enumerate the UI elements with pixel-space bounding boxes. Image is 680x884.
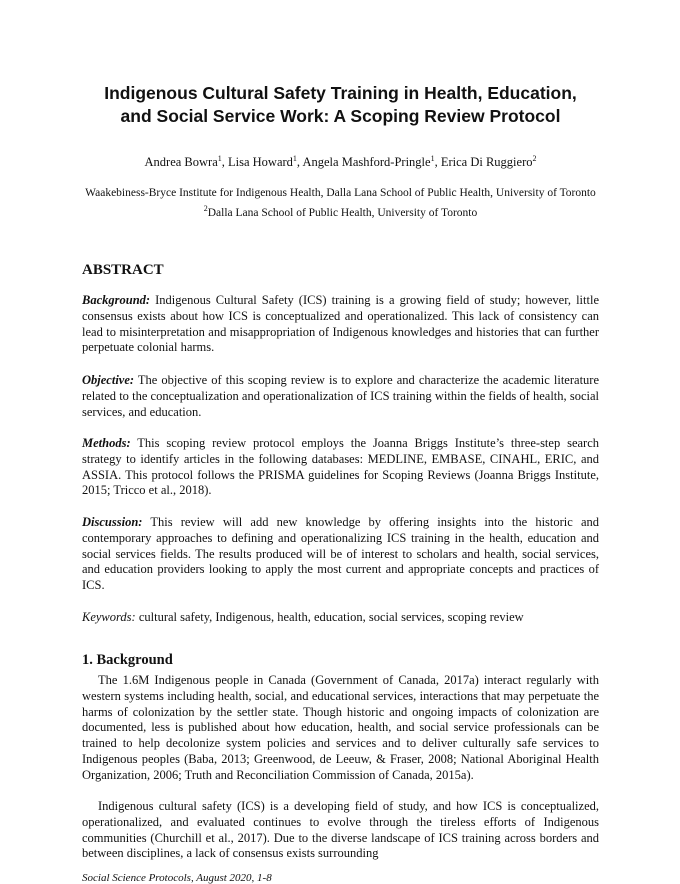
author-affiliation-mark: 1 xyxy=(217,154,222,163)
title-line-1: Indigenous Cultural Safety Training in Health, Education, xyxy=(104,83,577,103)
discussion-text: This review will add new knowledge by offering insights into the historic and contemporary approaches to defining and operationalizing ICS training in the health, education and social services fields. The results produced will be of interest to scholars and health, social services, and education providers looking to apply the most current and appropriate concepts and practices of ICS. xyxy=(82,515,599,593)
author-affiliation-mark: 1 xyxy=(430,154,435,163)
author-name: Angela Mashford-Pringle xyxy=(302,155,431,170)
author-name: Lisa Howard xyxy=(228,155,293,170)
affiliation-1: Waakebiness-Bryce Institute for Indigenous Health, Dalla Lana School of Public Health, University of Toronto xyxy=(85,187,596,199)
author-separator: , xyxy=(434,155,441,170)
keywords-label: Keywords: xyxy=(82,610,136,624)
methods-text: This scoping review protocol employs the Joanna Briggs Institute’s three-step search strategy to identify articles in the following databases: MEDLINE, EMBASE, CINAHL, ERIC, and ASSIA. This protocol follows the PRISMA guidelines for Scoping Reviews (Joanna Briggs Institute, 2015; Tricco et al., 2018). xyxy=(82,436,599,498)
methods-label: Methods: xyxy=(82,436,131,450)
author-separator: , xyxy=(221,155,228,170)
affiliations xyxy=(82,186,599,221)
keywords-text: cultural safety, Indigenous, health, education, social services, scoping review xyxy=(135,610,524,624)
page-footer: Social Science Protocols, August 2020, 1-8 xyxy=(82,872,272,884)
section-heading-background: 1. Background xyxy=(82,652,173,668)
abstract-heading: ABSTRACT xyxy=(82,262,164,278)
abstract-discussion xyxy=(82,515,599,594)
paper-title xyxy=(82,82,599,128)
author-affiliation-mark: 1 xyxy=(292,154,297,163)
author-name: Erica Di Ruggiero xyxy=(440,155,533,170)
abstract-background xyxy=(82,293,599,356)
author-list xyxy=(82,154,599,170)
keywords xyxy=(82,610,599,626)
affiliation-2 xyxy=(82,201,599,221)
author-affiliation-mark: 2 xyxy=(532,154,537,163)
background-text: Indigenous Cultural Safety (ICS) training is a growing field of study; however, little consensus exists about how ICS is conceptualized and operationalized. This lack of consistency can lead to misinterpretation and misappropriation of Indigenous knowledges and histories that can further perpetuate colonial harms. xyxy=(82,293,599,355)
background-label: Background: xyxy=(82,293,151,307)
body-paragraph-2: Indigenous cultural safety (ICS) is a developing field of study, and how ICS is conceptualized, operationalized, and evaluated continues to evolve through the tireless efforts of Indigenous communities (Churchill et al., 2017). Due to the diverse landscape of ICS training across borders and between disciplines, a lack of consensus exists surrounding xyxy=(82,799,599,861)
abstract-methods xyxy=(82,436,599,499)
abstract-objective xyxy=(82,373,599,420)
author-separator: , xyxy=(296,155,303,170)
objective-label: Objective: xyxy=(82,373,135,387)
body-paragraph-1: The 1.6M Indigenous people in Canada (Government of Canada, 2017a) interact regularly with western systems including health, social, and educational services, interactions that may perpetuate the harms of colonization by the settler state. Though historic and ongoing impacts of colonization are documented, less is published about how education, health, and social service professionals can be trained to help decolonize system policies and services and to deliver culturally safe services to Indigenous peoples (Baba, 2013; Greenwood, de Leeuw, & Fraser, 2008; National Aboriginal Health Organization, 2006; Truth and Reconciliation Commission of Canada, 2015a). xyxy=(82,673,599,782)
title-line-2: and Social Service Work: A Scoping Review Protocol xyxy=(120,106,561,126)
affiliation-2-text: Dalla Lana School of Public Health, University of Toronto xyxy=(207,206,478,219)
affiliation-2-mark: 2 xyxy=(203,204,208,213)
author-name: Andrea Bowra xyxy=(144,155,218,170)
objective-text: The objective of this scoping review is to explore and characterize the academic literature related to the conceptualization and operationalization of ICS training within the fields of health, social services, and education. xyxy=(82,373,599,419)
discussion-label: Discussion: xyxy=(82,515,143,529)
